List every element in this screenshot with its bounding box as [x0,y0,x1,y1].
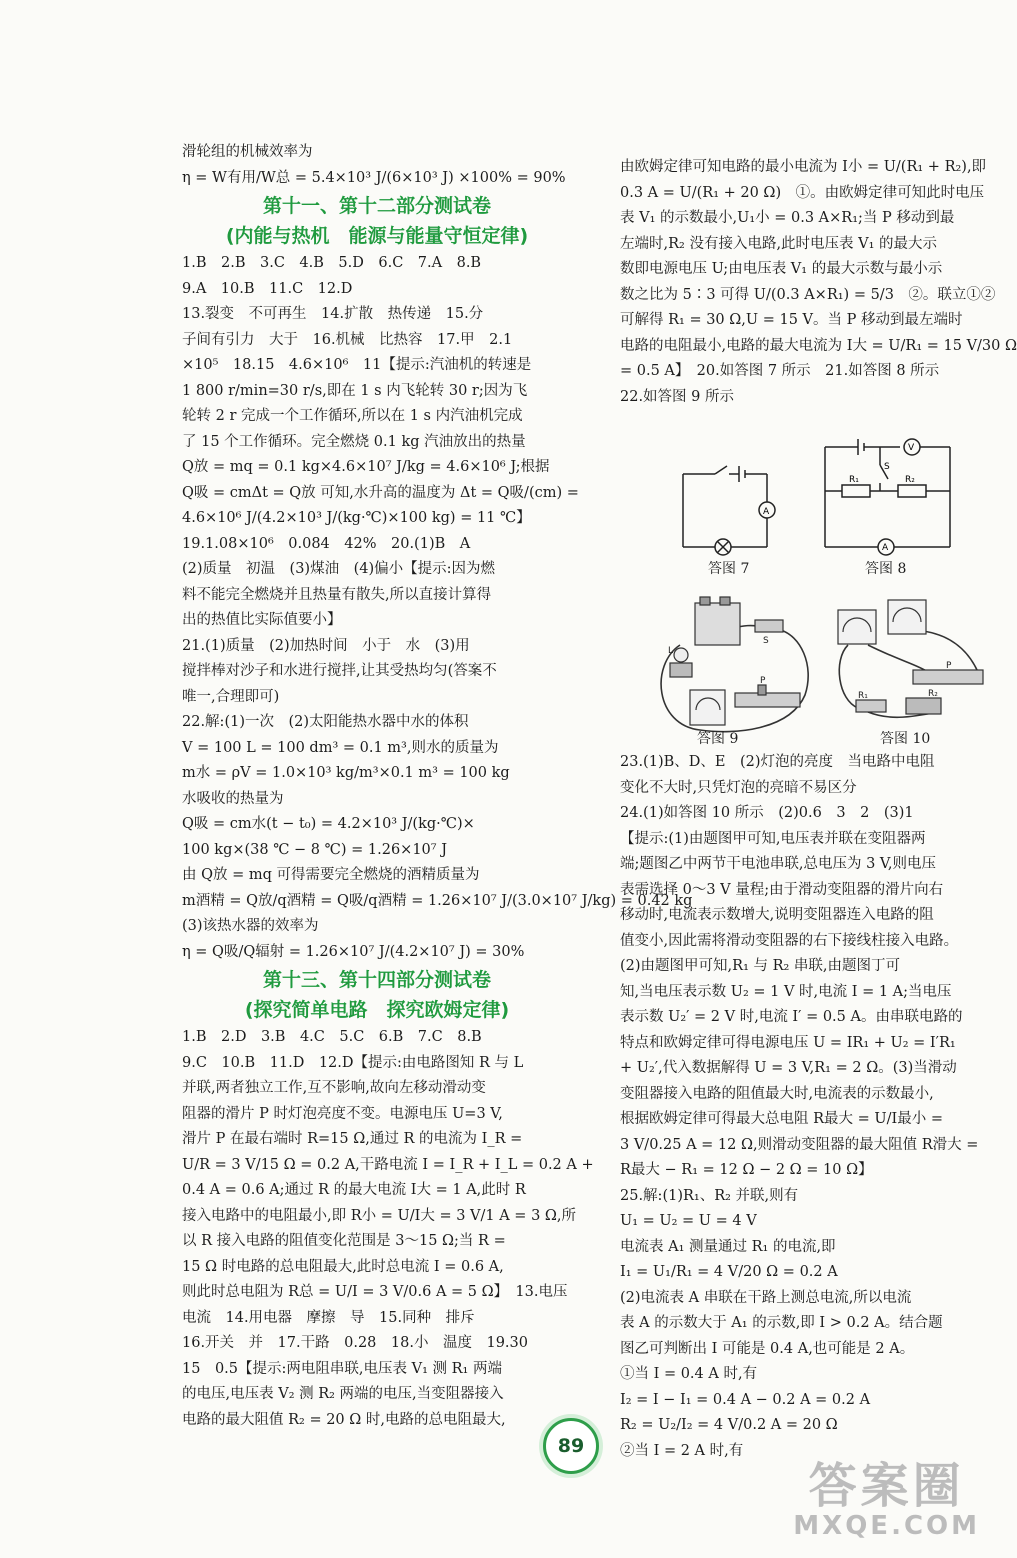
text-line: m水 = ρV = 1.0×10³ kg/m³×0.1 m³ = 100 kg [182,765,510,781]
text-line: 100 kg×(38 ℃ − 8 ℃) = 1.26×10⁷ J [182,841,448,858]
caption-figure-7: 答图 7 [708,561,750,577]
text-line: 电流 14.用电器 摩擦 导 15.同种 排斥 [182,1309,475,1326]
watermark-main: 答案圈 [808,1458,965,1514]
text-line: Q吸 = cm水(t − t₀) = 4.2×10³ J/(kg·℃)× [182,816,475,832]
text-line: 端;题图乙中两节干电池串联,总电压为 3 V,则电压 [620,856,936,872]
text-line: 16.开关 并 17.干路 0.28 18.小 温度 19.30 [182,1335,528,1351]
text-line: = 0.5 A】 20.如答图 7 所示 21.如答图 8 所示 [620,363,940,379]
lamp-label-9: L [668,646,674,656]
text-line: 9.A 10.B 11.C 12.D [182,280,353,297]
text-line: 3 V/0.25 A = 12 Ω,则滑动变阻器的最大阻值 R滑大 = [620,1136,979,1153]
circuit-figure-10 [828,590,1000,740]
text-line: ②当 I = 2 A 时,有 [620,1442,744,1459]
text-line: η = W有用/W总 = 5.4×10³ J/(6×10³ J) ×100% = 90% [182,169,566,186]
text-line: 滑轮组的机械效率为 [182,144,313,160]
caption-figure-8: 答图 8 [865,561,907,577]
text-line: 24.(1)如答图 10 所示 (2)0.6 3 2 (3)1 [620,805,914,821]
text-line: 【提示:(1)由题图甲可知,电压表并联在变阻器两 [620,830,926,847]
text-line: m酒精 = Q放/q酒精 = Q吸/q酒精 = 1.26×10⁷ J/(3.0×10⁷ J/kg) = 0.42 kg [182,892,693,909]
watermark-sub: MXQE.COM [793,1511,980,1541]
text-line: I₂ = I − I₁ = 0.4 A − 0.2 A = 0.2 A [620,1391,871,1408]
text-line: 轮转 2 r 完成一个工作循环,所以在 1 s 内汽油机完成 [182,408,523,424]
text-line: Q放 = mq = 0.1 kg×4.6×10⁷ J/kg = 4.6×10⁶ J;根据 [182,459,550,475]
section-heading: 第十三、第十四部分测试卷 [262,969,491,991]
text-line: 料不能完全燃烧并且热量有散失,所以直接计算得 [182,586,492,603]
section-heading: 第十一、第十二部分测试卷 [262,195,491,217]
text-line: 1.B 2.B 3.C 4.B 5.D 6.C 7.A 8.B [182,255,482,271]
voltmeter-label: V [908,443,915,453]
text-line: 图乙可判断出 I 可能是 0.4 A,也可能是 2 A。 [620,1340,915,1357]
switch-label: S [884,462,890,472]
text-line: 子间有引力 大于 16.机械 比热容 17.甲 2.1 [182,331,513,348]
r1-label: R₁ [849,475,859,485]
text-line: 根据欧姆定律可得最大总电阻 R最大 = U/I最小 = [620,1111,943,1127]
text-line: 滑片 P 在最右端时 R=15 Ω,通过 R 的电流为 I_R = [182,1131,523,1147]
text-line: 表 A 的示数大于 A₁ 的示数,即 I > 0.2 A。结合题 [620,1315,943,1331]
text-line: 的电压,电压表 V₂ 测 R₂ 两端的电压,当变阻器接入 [182,1386,504,1402]
text-line: + U₂′,代入数据解得 U = 3 V,R₁ = 2 Ω。(3)当滑动 [620,1060,957,1076]
caption-figure-10: 答图 10 [880,731,931,747]
text-line: 由欧姆定律可知电路的最小电流为 I小 = U/(R₁ + R₂),即 [620,159,987,175]
text-line: 电流表 A₁ 测量通过 R₁ 的电流,即 [620,1238,836,1255]
text-line: 9.C 10.B 11.D 12.D【提示:由电路图知 R 与 L [182,1054,524,1071]
text-line: 并联,两者独立工作,互不影响,故向左移动滑动变 [182,1080,486,1096]
text-line: 1.B 2.D 3.B 4.C 5.C 6.B 7.C 8.B [182,1029,482,1045]
text-line: 阻器的滑片 P 时灯泡亮度不变。电源电压 U=3 V, [182,1105,503,1122]
text-line: 0.3 A = U/(R₁ + 20 Ω) ①。由欧姆定律可知此时电压 [620,184,985,201]
text-line: 0.4 A = 0.6 A;通过 R 的最大电流 I大 = 1 A,此时 R [182,1182,526,1198]
text-line: I₁ = U₁/R₁ = 4 V/20 Ω = 0.2 A [620,1264,838,1280]
circuit-figure-8 [820,435,960,557]
text-line: U/R = 3 V/15 Ω = 0.2 A,干路电流 I = I_R + I_L = 0.2 A + [182,1156,594,1173]
text-line: (2)电流表 A 串联在干路上测总电流,所以电流 [620,1289,912,1306]
text-line: 电路的电阻最小,电路的最大电流为 I大 = U/R₁ = 15 V/30 Ω [620,337,1017,354]
text-line: 搅拌棒对沙子和水进行搅拌,让其受热均匀(答案不 [182,663,497,679]
slider-label-9: P [760,676,766,686]
text-line: 了 15 个工作循环。完全燃烧 0.1 kg 汽油放出的热量 [182,433,526,450]
text-line: 值变小,因此需将滑动变阻器的右下接线柱接入电路。 [620,932,959,949]
text-line: 唯一,合理即可) [182,688,280,705]
circuit-figure-9 [640,585,820,745]
text-line: ①当 I = 0.4 A 时,有 [620,1366,758,1382]
text-line: 移动时,电流表示数增大,说明变阻器连入电路的阻 [620,907,934,923]
text-line: 数即电源电压 U;由电压表 V₁ 的最大示数与最小示 [620,261,943,277]
text-line: 表需选择 0～3 V 量程;由于滑动变阻器的滑片向右 [620,881,944,898]
site-watermark [793,1460,980,1540]
text-line: 左端时,R₂ 没有接入电路,此时电压表 V₁ 的最大示 [620,235,938,252]
text-line: (2)由题图甲可知,R₁ 与 R₂ 串联,由题图丁可 [620,958,901,974]
text-line: 22.如答图 9 所示 [620,388,735,405]
text-line: 特点和欧姆定律可得电源电压 U = IR₁ + U₂ = I′R₁ [620,1034,956,1051]
text-line: 数之比为 5∶3 可得 U/(0.3 A×R₁) = 5/3 ②。联立①② [620,286,996,303]
text-line: 变阻器接入电路的阻值最大时,电流表的示数最小, [620,1085,934,1102]
text-line: 接入电路中的电阻最小,即 R小 = U/I大 = 3 V/1 A = 3 Ω,所 [182,1207,577,1224]
text-line: 1 800 r/min=30 r/s,即在 1 s 内飞轮转 30 r;因为飞 [182,382,528,399]
right-column-top [620,155,1017,410]
text-line: V = 100 L = 100 dm³ = 0.1 m³,则水的质量为 [182,739,499,756]
caption-figure-9: 答图 9 [697,731,739,747]
ammeter-label-8: A [882,543,889,553]
ammeter-label: A [763,507,770,517]
text-line: R₂ = U₂/I₂ = 4 V/0.2 A = 20 Ω [620,1417,838,1433]
r2-label-10: R₂ [928,689,938,699]
text-line: 由 Q放 = mq 可得需要完全燃烧的酒精质量为 [182,867,480,883]
text-line: 4.6×10⁶ J/(4.2×10³ J/(kg·℃)×100 kg) = 11 ℃】 [182,510,531,526]
text-line: 15 Ω 时电路的总电阻最大,此时总电流 I = 0.6 A, [182,1258,504,1275]
slider-label-10: P [946,661,952,671]
text-line: 则此时总电阻为 R总 = U/I = 3 V/0.6 A = 5 Ω】 13.电压 [182,1284,568,1300]
text-line: ×10⁵ 18.15 4.6×10⁶ 11【提示:汽油机的转速是 [182,357,532,373]
text-line: U₁ = U₂ = U = 4 V [620,1213,757,1229]
text-line: 19.1.08×10⁶ 0.084 42% 20.(1)B A [182,535,471,552]
section-heading: (探究简单电路 探究欧姆定律) [244,999,510,1021]
text-line: 表 V₁ 的示数最小,U₁小 = 0.3 A×R₁;当 P 移动到最 [620,210,955,226]
text-line: 可解得 R₁ = 30 Ω,U = 15 V。当 P 移动到最左端时 [620,312,963,328]
right-column-bottom [620,750,1000,1464]
text-line: 21.(1)质量 (2)加热时间 小于 水 (3)用 [182,637,470,654]
r1-label-10: R₁ [858,691,868,701]
text-line: 22.解:(1)一次 (2)太阳能热水器中水的体积 [182,714,469,730]
text-line: (3)该热水器的效率为 [182,918,319,934]
text-line: 变化不大时,只凭灯泡的亮暗不易区分 [620,779,857,796]
text-line: 以 R 接入电路的阻值变化范围是 3～15 Ω;当 R = [182,1233,506,1249]
r2-label: R₂ [905,475,915,485]
text-line: R最大 − R₁ = 12 Ω − 2 Ω = 10 Ω】 [620,1162,873,1178]
section-heading: (内能与热机 能源与能量守恒定律) [225,225,529,247]
text-line: (2)质量 初温 (3)煤油 (4)偏小【提示:因为燃 [182,561,496,577]
text-line: 知,当电压表示数 U₂ = 1 V 时,电流 I = 1 A;当电压 [620,983,952,1000]
text-line: 电路的最大阻值 R₂ = 20 Ω 时,电路的总电阻最大, [182,1411,506,1428]
circuit-figure-7 [675,462,795,557]
text-line: Q吸 = cmΔt = Q放 可知,水升高的温度为 Δt = Q吸/(cm) = [182,484,579,501]
text-line: 13.裂变 不可再生 14.扩散 热传递 15.分 [182,306,484,322]
text-line: 水吸收的热量为 [182,790,284,807]
text-line: η = Q吸/Q辐射 = 1.26×10⁷ J/(4.2×10⁷ J) = 30% [182,943,525,960]
text-line: 表示数 U₂′ = 2 V 时,电流 I′ = 0.5 A。由串联电路的 [620,1009,963,1025]
text-line: 25.解:(1)R₁、R₂ 并联,则有 [620,1187,799,1204]
page-number-badge: 89 [543,1418,599,1474]
text-line: 15 0.5【提示:两电阻串联,电压表 V₁ 测 R₁ 两端 [182,1360,502,1377]
text-line: 出的热值比实际值要小】 [182,612,342,628]
text-line: 23.(1)B、D、E (2)灯泡的亮度 当电路中电阻 [620,754,935,770]
switch-label-9: S [763,636,769,646]
